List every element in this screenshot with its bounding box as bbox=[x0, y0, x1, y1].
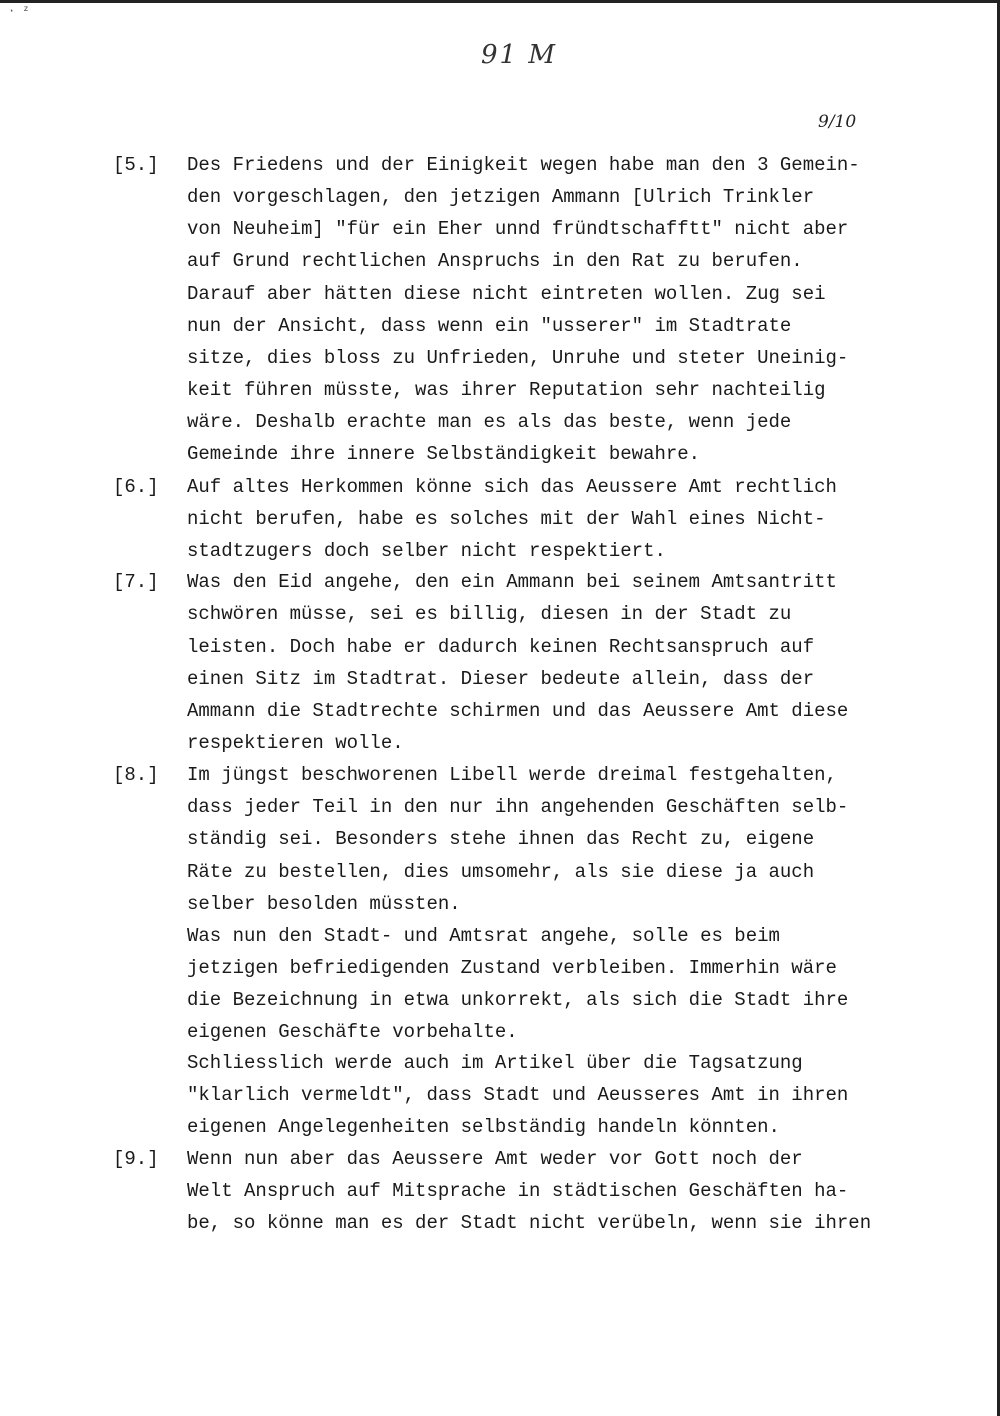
text-line: stadtzugers doch selber nicht respektiert. bbox=[187, 540, 666, 562]
corner-mark: · ᶻ bbox=[8, 4, 30, 18]
text-line: Ammann die Stadtrechte schirmen und das Aeussere Amt diese bbox=[187, 700, 849, 722]
scan-top-border bbox=[0, 0, 1000, 3]
text-line: Welt Anspruch auf Mitsprache in städtischen Geschäften ha- bbox=[187, 1180, 849, 1202]
section-number: [6.] bbox=[113, 476, 159, 498]
text-line: sitze, dies bloss zu Unfrieden, Unruhe und steter Uneinig- bbox=[187, 347, 849, 369]
text-line: be, so könne man es der Stadt nicht verübeln, wenn sie ihren bbox=[187, 1212, 872, 1234]
text-line: ständig sei. Besonders stehe ihnen das Recht zu, eigene bbox=[187, 828, 815, 850]
text-line: Im jüngst beschworenen Libell werde dreimal festgehalten, bbox=[187, 764, 837, 786]
text-line: wäre. Deshalb erachte man es als das beste, wenn jede bbox=[187, 411, 792, 433]
text-line: von Neuheim] "für ein Eher unnd fründtschafftt" nicht aber bbox=[187, 218, 849, 240]
section-number: [9.] bbox=[113, 1148, 159, 1170]
page-number: 9/10 bbox=[818, 112, 857, 132]
section-number: [5.] bbox=[113, 154, 159, 176]
text-line: Auf altes Herkommen könne sich das Aeussere Amt rechtlich bbox=[187, 476, 837, 498]
text-line: Wenn nun aber das Aeussere Amt weder vor Gott noch der bbox=[187, 1148, 803, 1170]
section-number: [8.] bbox=[113, 764, 159, 786]
text-line: respektieren wolle. bbox=[187, 732, 404, 754]
text-line: die Bezeichnung in etwa unkorrekt, als sich die Stadt ihre bbox=[187, 989, 849, 1011]
text-line: einen Sitz im Stadtrat. Dieser bedeute allein, dass der bbox=[187, 668, 815, 690]
text-line: Darauf aber hätten diese nicht eintreten wollen. Zug sei bbox=[187, 283, 826, 305]
text-line: auf Grund rechtlichen Anspruchs in den Rat zu berufen. bbox=[187, 250, 803, 272]
text-line: Was nun den Stadt- und Amtsrat angehe, solle es beim bbox=[187, 925, 780, 947]
text-line: eigenen Angelegenheiten selbständig handeln könnten. bbox=[187, 1116, 780, 1138]
text-line: jetzigen befriedigenden Zustand verbleiben. Immerhin wäre bbox=[187, 957, 837, 979]
text-line: den vorgeschlagen, den jetzigen Ammann [Ulrich Trinkler bbox=[187, 186, 815, 208]
text-line: dass jeder Teil in den nur ihn angehenden Geschäften selb- bbox=[187, 796, 849, 818]
text-line: Was den Eid angehe, den ein Ammann bei seinem Amtsantritt bbox=[187, 571, 837, 593]
text-line: Des Friedens und der Einigkeit wegen habe man den 3 Gemein- bbox=[187, 154, 860, 176]
text-line: "klarlich vermeldt", dass Stadt und Aeusseres Amt in ihren bbox=[187, 1084, 849, 1106]
text-line: schwören müsse, sei es billig, diesen in der Stadt zu bbox=[187, 603, 792, 625]
text-line: nicht berufen, habe es solches mit der Wahl eines Nicht- bbox=[187, 508, 826, 530]
text-line: keit führen müsste, was ihrer Reputation sehr nachteilig bbox=[187, 379, 826, 401]
section-number: [7.] bbox=[113, 571, 159, 593]
handwritten-note: 91 M bbox=[481, 40, 557, 70]
text-line: eigenen Geschäfte vorbehalte. bbox=[187, 1021, 518, 1043]
text-line: Schliesslich werde auch im Artikel über die Tagsatzung bbox=[187, 1052, 803, 1074]
text-line: nun der Ansicht, dass wenn ein "usserer" im Stadtrate bbox=[187, 315, 792, 337]
text-line: Räte zu bestellen, dies umsomehr, als sie diese ja auch bbox=[187, 861, 815, 883]
text-line: selber besolden müssten. bbox=[187, 893, 461, 915]
text-line: Gemeinde ihre innere Selbständigkeit bewahre. bbox=[187, 443, 701, 465]
text-line: leisten. Doch habe er dadurch keinen Rechtsanspruch auf bbox=[187, 636, 815, 658]
